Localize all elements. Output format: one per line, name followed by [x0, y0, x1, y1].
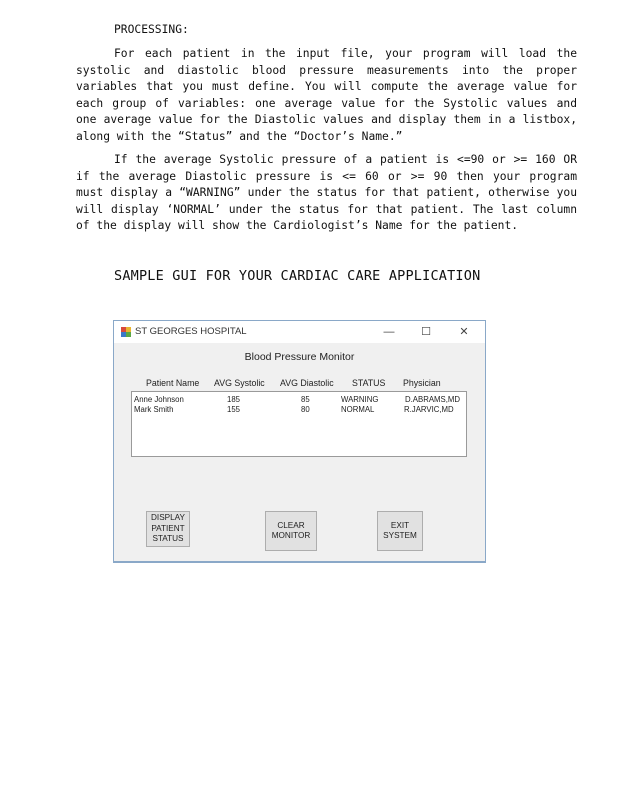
processing-heading: PROCESSING:: [114, 23, 189, 36]
app-window: [113, 320, 486, 563]
paragraph-one: For each patient in the input file, your program will load the systolic and diastolic blood pressure measurements into the proper variables that you must define. You will compute the average value for each group of variables: one average value for the Systolic values and one average value for the Diastolic values and display them in a listbox, along with the “Status” and the “Doctor’s Name.”: [76, 47, 577, 143]
row-avg-diastolic: 80: [301, 405, 310, 414]
sample-gui-heading: SAMPLE GUI FOR YOUR CARDIAC CARE APPLICATION: [114, 268, 481, 284]
exit-button-line-1: EXIT: [390, 520, 410, 530]
title-bar[interactable]: [114, 321, 485, 343]
display-patient-status-button[interactable]: [146, 511, 190, 547]
exit-system-button[interactable]: [377, 511, 423, 551]
clear-button-line-2: MONITOR: [271, 531, 311, 540]
column-header-status: STATUS: [352, 378, 386, 388]
row-physician: R.JARVIC,MD: [404, 405, 454, 414]
clear-button-line-1: CLEAR: [277, 520, 305, 530]
display-button-line-1: DISPLAY: [151, 513, 185, 523]
patient-listbox[interactable]: [131, 391, 467, 457]
display-button-line-3: STATUS: [152, 534, 184, 544]
row-status: NORMAL: [341, 405, 375, 414]
row-status: WARNING: [341, 395, 379, 404]
row-physician: D.ABRAMS,MD: [405, 395, 461, 404]
row-patient-name: Anne Johnson: [134, 395, 184, 404]
column-header-physician: Physician: [403, 378, 441, 388]
app-icon: [121, 327, 131, 337]
row-patient-name: Mark Smith: [134, 405, 174, 414]
exit-button-line-2: SYSTEM: [383, 531, 417, 540]
paragraph-two: If the average Systolic pressure of a patient is <=90 or >= 160 OR if the average Diastolic pressure is <= 60 or >= 90 then your program must display a “WARNING” under the status for that patient, otherwise you will display ‘NORMAL’ under the status for that patient. The last column of the display will show the Cardiologist’s Name for the patient.: [76, 153, 577, 233]
row-avg-diastolic: 85: [301, 395, 310, 404]
list-row[interactable]: [132, 405, 466, 415]
window-title: ST GEORGES HOSPITAL: [135, 326, 247, 337]
column-header-avg-diastolic: AVG Diastolic: [280, 378, 334, 388]
row-avg-systolic: 155: [227, 405, 241, 414]
column-header-patient-name: Patient Name: [146, 378, 200, 388]
list-row[interactable]: [132, 395, 466, 405]
column-header-avg-systolic: AVG Systolic: [214, 378, 265, 388]
form-title: Blood Pressure Monitor: [244, 351, 355, 363]
minimize-icon[interactable]: —: [383, 326, 395, 338]
display-button-line-2: PATIENT: [151, 523, 185, 533]
maximize-icon[interactable]: ☐: [421, 326, 431, 338]
row-avg-systolic: 185: [227, 395, 241, 404]
clear-monitor-button[interactable]: [265, 511, 317, 551]
close-icon[interactable]: ✕: [459, 326, 469, 338]
